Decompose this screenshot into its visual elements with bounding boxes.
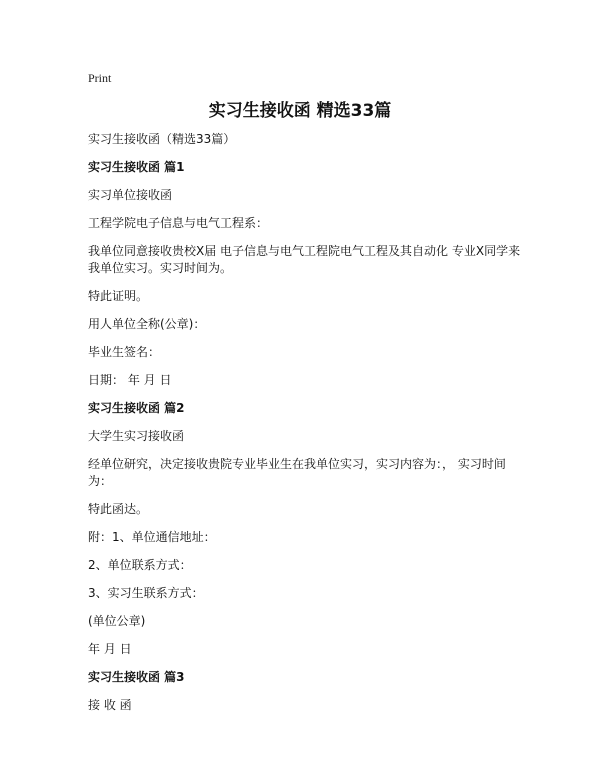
paragraph: 特此函达。 (88, 502, 149, 516)
section-heading-3: 实习生接收函 篇3 (88, 670, 185, 684)
paragraph: 毕业生签名： (88, 345, 161, 359)
paragraph: 用人单位全称(公章)： (88, 317, 206, 331)
paragraph: 工程学院电子信息与电气工程系： (88, 216, 269, 230)
paragraph: 日期： 年 月 日 (88, 373, 172, 387)
paragraph: 特此证明。 (88, 289, 149, 303)
document-subtitle: 实习生接收函（精选33篇） (88, 132, 236, 146)
document-title: 实习生接收函 精选33篇 (208, 101, 392, 121)
paragraph: 大学生实习接收函 (88, 429, 185, 443)
print-link[interactable]: Print (88, 71, 112, 85)
paragraph: 接 收 函 (88, 698, 132, 712)
paragraph: (单位公章) (88, 614, 146, 628)
paragraph: 附：1、单位通信地址： (88, 530, 216, 544)
paragraph: 年 月 日 (88, 642, 132, 656)
document-body (88, 131, 528, 714)
section-heading-1: 实习生接收函 篇1 (88, 160, 185, 174)
paragraph: 3、实习生联系方式： (88, 586, 204, 600)
paragraph: 我单位同意接收贵校X届 电子信息与电气工程院电气工程及其自动化 专业X同学来我单位实习。实习时间为。 (88, 244, 521, 275)
section-heading-2: 实习生接收函 篇2 (88, 401, 185, 415)
paragraph: 实习单位接收函 (88, 188, 173, 202)
paragraph: 2、单位联系方式： (88, 558, 192, 572)
paragraph: 经单位研究，决定接收贵院专业毕业生在我单位实习，实习内容为：， 实习时间为： (88, 457, 506, 488)
